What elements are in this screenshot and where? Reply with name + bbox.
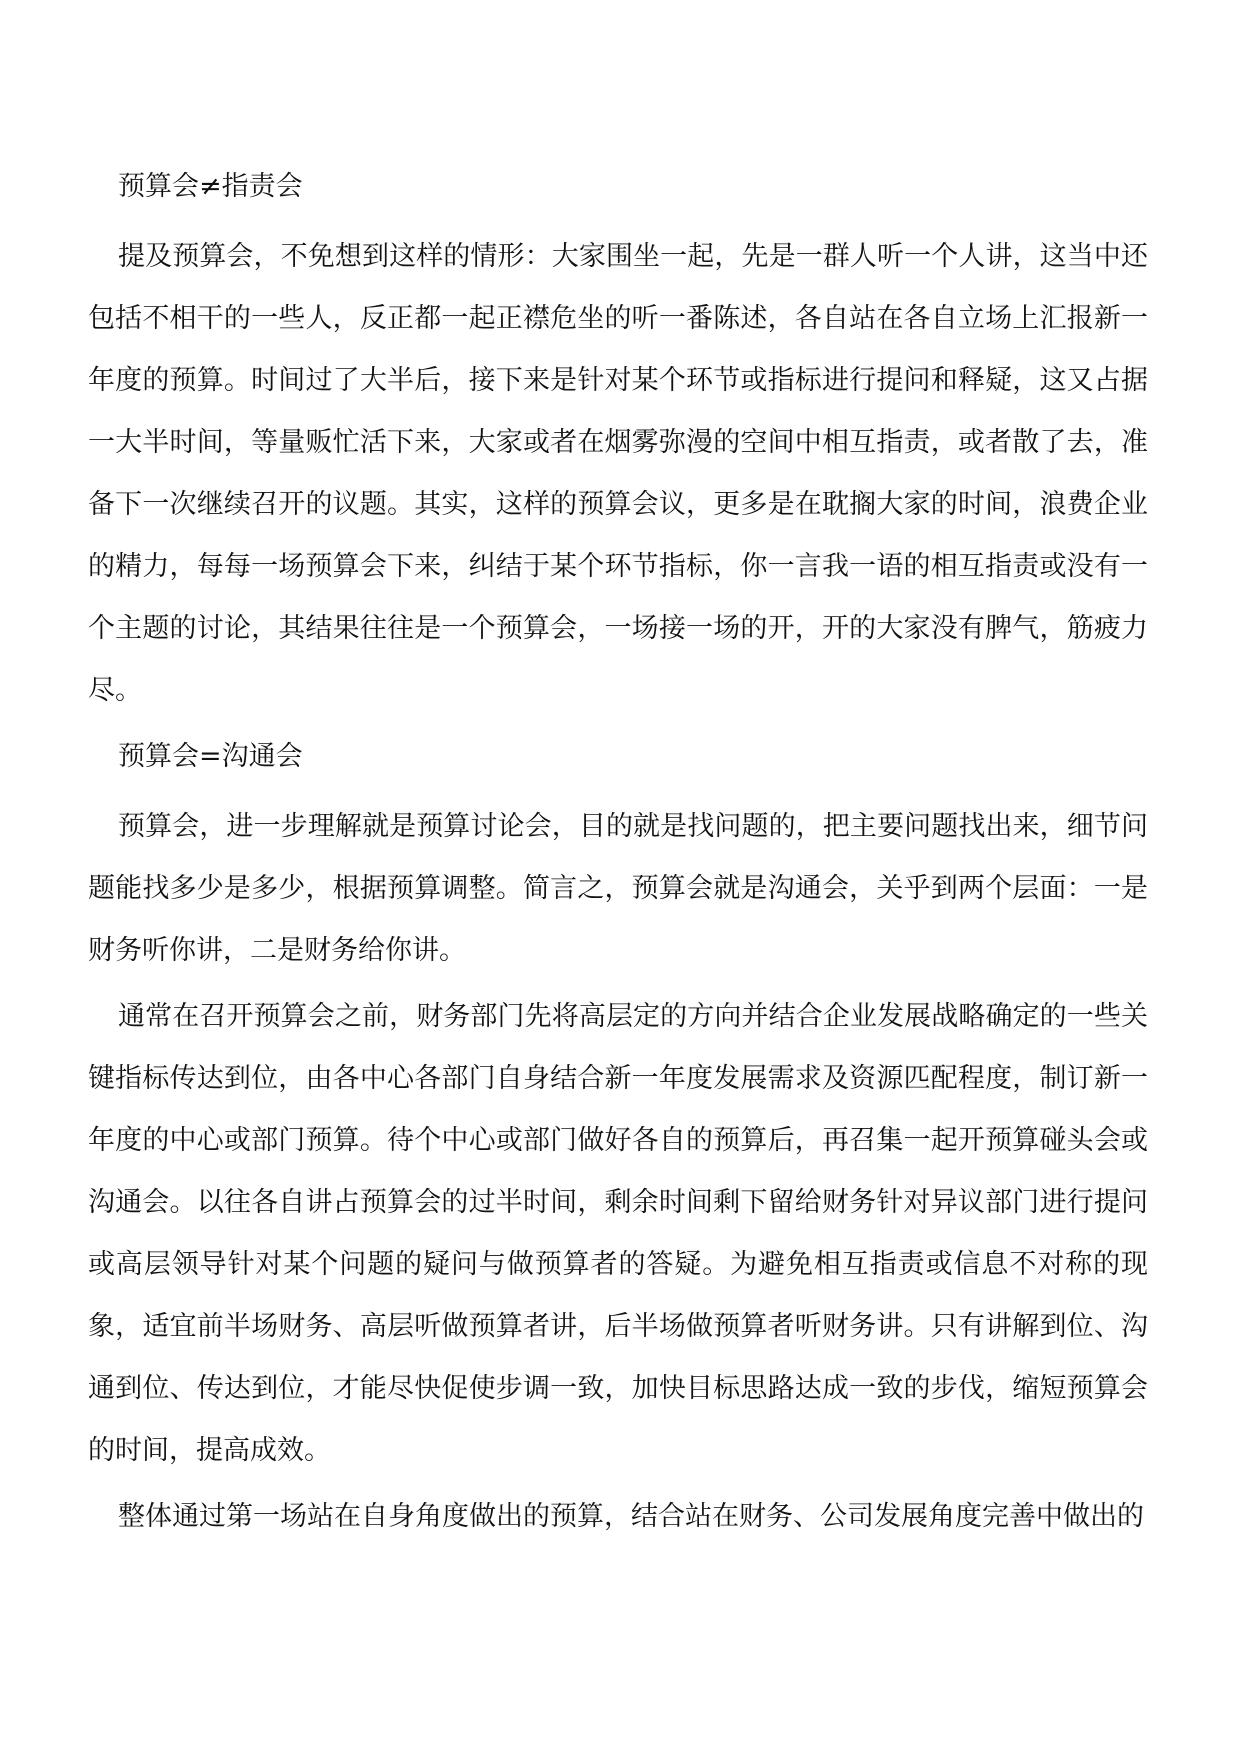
- paragraph: 预算会，进一步理解就是预算讨论会，目的就是找问题的，把主要问题找出来，细节问题能找多少是多少，根据预算调整。简言之，预算会就是沟通会，关乎到两个层面：一是财务听你讲，二是财务给你讲。: [88, 811, 1148, 966]
- document-body: [88, 156, 1148, 1552]
- section-heading: 预算会≠指责会: [118, 171, 303, 202]
- paragraph: 通常在召开预算会之前，财务部门先将高层定的方向并结合企业发展战略确定的一些关键指标传达到位，由各中心各部门自身结合新一年度发展需求及资源匹配程度，制订新一年度的中心或部门预算。待个中心或部门做好各自的预算后，再召集一起开预算碰头会或沟通会。以往各自讲占预算会的过半时间，剩余时间剩下留给财务针对异议部门进行提问或高层领导针对某个问题的疑问与做预算者的答疑。为避免相互指责或信息不对称的现象，适宜前半场财务、高层听做预算者讲，后半场做预算者听财务讲。只有讲解到位、沟通到位、传达到位，才能尽快促使步调一致，加快目标思路达成一致的步伐，缩短预算会的时间，提高成效。: [88, 1001, 1148, 1466]
- section-heading: 预算会=沟通会: [118, 741, 303, 772]
- paragraph: 整体通过第一场站在自身角度做出的预算，结合站在财务、公司发展角度完善中做出的: [118, 1501, 1144, 1532]
- paragraph: 提及预算会，不免想到这样的情形：大家围坐一起，先是一群人听一个人讲，这当中还包括不相干的一些人，反正都一起正襟危坐的听一番陈述，各自站在各自立场上汇报新一年度的预算。时间过了大半后，接下来是针对某个环节或指标进行提问和释疑，这又占据一大半时间，等量贩忙活下来，大家或者在烟雾弥漫的空间中相互指责，或者散了去，准备下一次继续召开的议题。其实，这样的预算会议，更多是在耽搁大家的时间，浪费企业的精力，每每一场预算会下来，纠结于某个环节指标，你一言我一语的相互指责或没有一个主题的讨论，其结果往往是一个预算会，一场接一场的开，开的大家没有脾气，筋疲力尽。: [88, 241, 1148, 706]
